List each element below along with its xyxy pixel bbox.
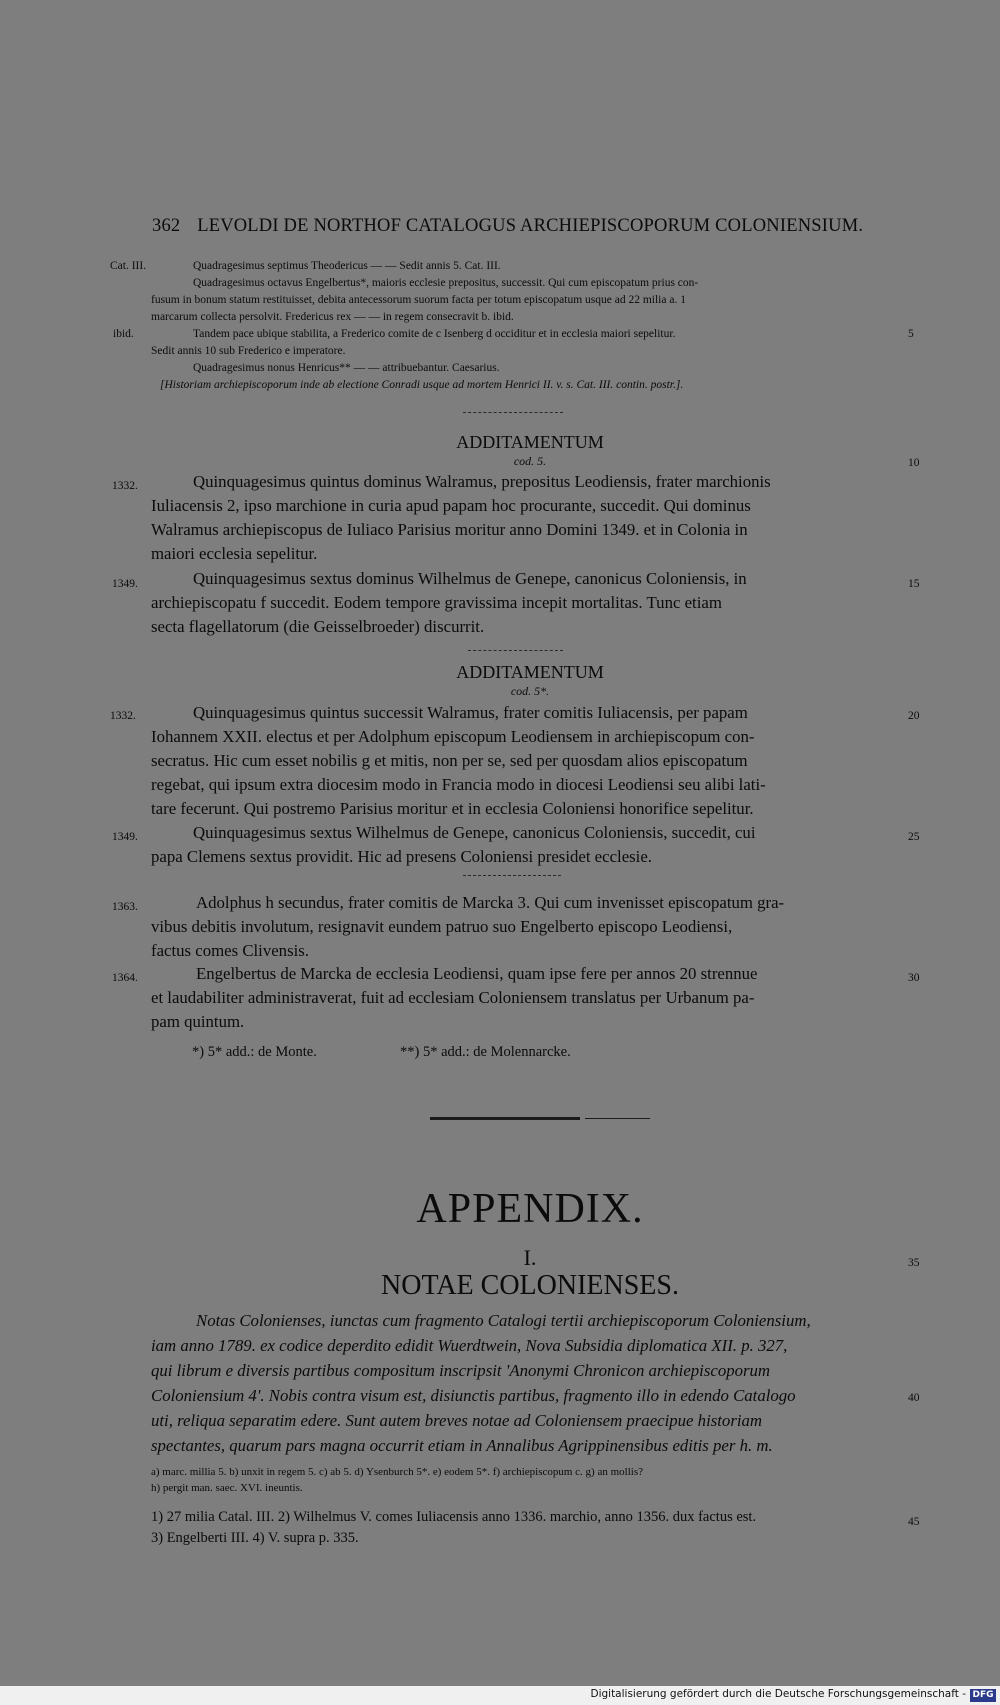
margin-ibid: ibid.	[113, 328, 134, 340]
year-margin: 1349.	[112, 578, 138, 590]
text-line: Quinquagesimus quintus dominus Walramus, prepositus Leodiensis, frater marchionis	[193, 472, 771, 491]
text-line: maiori ecclesia sepelitur.	[151, 544, 318, 563]
line-number: 10	[908, 457, 920, 469]
additamentum-heading: ADDITAMENTUM	[456, 432, 604, 452]
line-number: 45	[908, 1516, 920, 1528]
text-line: marcarum collecta persolvit. Fredericus rex — — in regem consecravit b. ibid.	[151, 311, 514, 323]
text-line: regebat, qui ipsum extra diocesim modo in Francia modo in diocesi Leodiensi seu alibi lati-	[151, 775, 766, 794]
page-number: 362	[152, 216, 181, 236]
text-line: vibus debitis involutum, resignavit eundem patruo suo Engelberto episcopo Leodiensi,	[151, 917, 733, 936]
text-line: Quinquagesimus sextus Wilhelmus de Genepe, canonicus Coloniensis, succedit, cui	[193, 823, 756, 842]
running-header	[152, 216, 882, 237]
text-line: Quadragesimus nonus Henricus** — — attribuebantur. Caesarius.	[193, 362, 500, 374]
section-title: NOTAE COLONIENSES.	[381, 1270, 679, 1301]
text-line: Quinquagesimus quintus successit Walramus, frater comitis Iuliacensis, per papam	[193, 703, 748, 722]
digitization-footer	[0, 1686, 1000, 1705]
footnote-line: 1) 27 milia Catal. III. 2) Wilhelmus V. comes Iuliacensis anno 1336. marchio, anno 1356. dux factus est.	[151, 1509, 757, 1525]
line-number: 35	[908, 1257, 920, 1269]
footnote-line: 3) Engelberti III. 4) V. supra p. 335.	[151, 1530, 359, 1546]
section-number: I.	[523, 1245, 537, 1270]
appendix-title: APPENDIX.	[416, 1186, 644, 1232]
text-line: papa Clemens sextus providit. Hic ad presens Coloniensi presidet ecclesie.	[151, 847, 652, 866]
text-line: uti, reliqua separatim edere. Sunt autem breves notae ad Coloniensem praecipue historiam	[151, 1411, 763, 1430]
line-number: 20	[908, 710, 920, 722]
section-rule	[430, 1117, 580, 1120]
separator	[463, 412, 563, 413]
text-line: fusum in bonum statum restituisset, debita antecessorum suorum facta per totum episcopatum usque ad 22 milia a. 1	[151, 294, 686, 306]
line-number: 40	[908, 1392, 920, 1404]
separator	[468, 650, 563, 651]
star-footnote: **) 5* add.: de Molennarcke.	[400, 1044, 571, 1060]
text-line: qui librum e diversis partibus compositum inscripsit 'Anonymi Chronicon archiepiscoporum	[151, 1361, 771, 1380]
year-margin: 1349.	[112, 831, 138, 843]
text-line: Iohannem XXII. electus et per Adolphum episcopum Leodiensem in archiepiscopum con-	[151, 727, 755, 746]
year-margin: 1332.	[110, 710, 136, 722]
footer-credit: Digitalisierung gefördert durch die Deutsche Forschungsgemeinschaft -	[590, 1688, 966, 1700]
year-margin: 1332.	[112, 480, 138, 492]
year-margin: 1363.	[112, 901, 138, 913]
text-line: archiepiscopatu f succedit. Eodem tempore gravissima incepit mortalitas. Tunc etiam	[151, 593, 722, 612]
year-margin: 1364.	[112, 972, 138, 984]
section-rule	[585, 1118, 650, 1119]
text-line: Walramus archiepiscopus de Iuliaco Parisius moritur anno Domini 1349. et in Colonia in	[151, 520, 748, 539]
text-line: pam quintum.	[151, 1012, 245, 1031]
text-line: iam anno 1789. ex codice deperdito edidit Wuerdtwein, Nova Subsidia diplomatica XII. p. 327,	[151, 1336, 788, 1355]
header-title: LEVOLDI DE NORTHOF CATALOGUS ARCHIEPISCOPORUM COLONIENSIUM.	[197, 216, 864, 236]
editorial-note: [Historiam archiepiscoporum inde ab electione Conradi usque ad mortem Henrici II. v. s. Cat. III. contin. postr.].	[160, 379, 684, 391]
text-line: secta flagellatorum (die Geisselbroeder) discurrit.	[151, 617, 485, 636]
text-line: spectantes, quarum pars magna occurrit etiam in Annalibus Agrippinensibus editis per h. m.	[151, 1436, 773, 1455]
text-line: Quadragesimus septimus Theodericus — — Sedit annis 5. Cat. III.	[193, 260, 501, 272]
star-footnote: *) 5* add.: de Monte.	[192, 1044, 317, 1060]
text-line: Quinquagesimus sextus dominus Wilhelmus de Genepe, canonicus Coloniensis, in	[193, 569, 747, 588]
line-number: 25	[908, 831, 920, 843]
additamentum-heading: ADDITAMENTUM	[456, 662, 604, 682]
text-line: Coloniensium 4'. Nobis contra visum est, disiunctis partibus, fragmento illo in edendo Catalogo	[151, 1386, 796, 1405]
text-line: factus comes Clivensis.	[151, 941, 309, 960]
margin-cat-ref: Cat. III.	[110, 260, 147, 272]
text-line: et laudabiliter administraverat, fuit ad ecclesiam Coloniensem translatus per Urbanum pa-	[151, 988, 755, 1007]
text-line: Tandem pace ubique stabilita, a Frederico comite de c Isenberg d occiditur et in ecclesia maiori sepelitur.	[193, 328, 676, 340]
text-line: Sedit annis 10 sub Frederico e imperatore.	[151, 345, 346, 357]
text-line: Engelbertus de Marcka de ecclesia Leodiensi, quam ipse fere per annos 20 strennue	[196, 964, 758, 983]
line-number: 5	[908, 328, 914, 340]
text-line: Adolphus h secundus, frater comitis de Marcka 3. Qui cum invenisset episcopatum gra-	[196, 893, 785, 912]
apparatus-line: h) pergit man. saec. XVI. ineuntis.	[151, 1482, 303, 1494]
text-line: Iuliacensis 2, ipso marchione in curia apud papam hoc procurante, succedit. Qui dominus	[151, 496, 751, 515]
codex-ref: cod. 5*.	[510, 684, 550, 698]
text-line: Notas Colonienses, iunctas cum fragmento Catalogi tertii archiepiscoporum Coloniensium,	[196, 1311, 811, 1330]
separator	[463, 875, 561, 876]
line-number: 30	[908, 972, 920, 984]
apparatus-line: a) marc. millia 5. b) unxit in regem 5. c) ab 5. d) Ysenburch 5*. e) eodem 5*. f) archiepiscopum c. g) an mollis?	[151, 1466, 643, 1478]
text-line: tare fecerunt. Qui postremo Parisius moritur et in ecclesia Coloniensi honorifice sepelitur.	[151, 799, 754, 818]
line-number: 15	[908, 578, 920, 590]
text-line: Quadragesimus octavus Engelbertus*, maioris ecclesie prepositus, successit. Qui cum episcopatum prius con-	[193, 277, 699, 289]
text-line: secratus. Hic cum esset nobilis g et mitis, non per se, sed per quosdam alios episcopatum	[151, 751, 748, 770]
dfg-logo: DFG	[970, 1689, 996, 1702]
codex-ref: cod. 5.	[513, 454, 547, 468]
